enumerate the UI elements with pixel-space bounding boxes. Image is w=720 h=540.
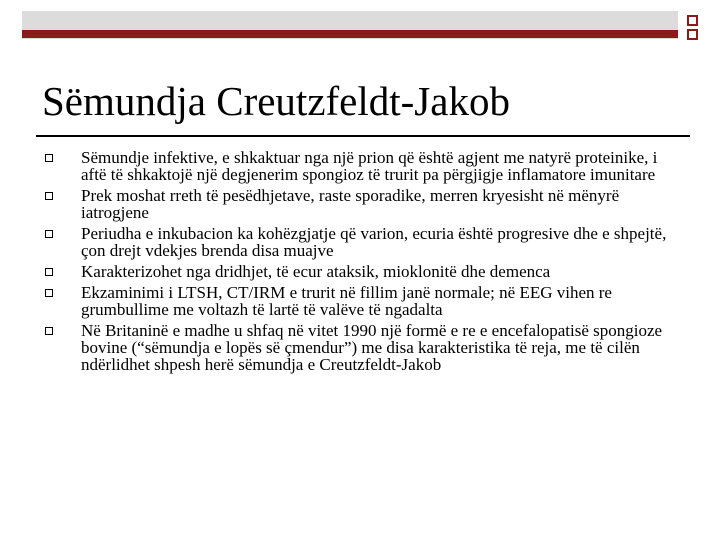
corner-square-top (687, 15, 698, 26)
square-bullet-icon (45, 192, 53, 200)
bullet-text: Në Britaninë e madhe u shfaq në vitet 1990 një formë e re e encefalopatisë spongioze bovine (“sëmundja e lopës së çmendur”) me disa karakteristika të reja, me të cilën ndërlidhet shpesh herë sëmundja e Creutzfeldt-Jakob (81, 321, 663, 374)
header-rule (22, 30, 678, 38)
bullet-text: Sëmundje infektive, e shkaktuar nga një prion që është agjent me natyrë proteinike, i aftë të shkaktojë një degjenerim spongioz të trurit pa përgjigje inflamatore imunitare (81, 148, 658, 184)
bullet-item (45, 187, 685, 221)
square-bullet-icon (45, 230, 53, 238)
bullet-text: Ekzaminimi i LTSH, CT/IRM e trurit në fillim janë normale; në EEG vihen re grumbullime me voltazh të lartë të valëve të ngadalta (81, 283, 612, 319)
bullet-item (45, 149, 685, 183)
bullet-item (45, 284, 685, 318)
square-bullet-icon (45, 327, 53, 335)
square-bullet-icon (45, 154, 53, 162)
bullet-item (45, 263, 685, 280)
bullet-item (45, 225, 685, 259)
title-underline (36, 135, 690, 137)
square-bullet-icon (45, 289, 53, 297)
square-bullet-icon (45, 268, 53, 276)
bullet-text: Periudha e inkubacion ka kohëzgjatje që varion, ecuria është progresive dhe e shpejtë, çon drejt vdekjes brenda disa muajve (81, 224, 667, 260)
slide-title: Sëmundja Creutzfeldt-Jakob (42, 78, 510, 124)
bullet-list (45, 149, 685, 377)
bullet-item (45, 322, 685, 373)
bullet-text: Karakterizohet nga dridhjet, të ecur ataksik, mioklonitë dhe demenca (81, 262, 551, 281)
corner-square-bottom (687, 29, 698, 40)
bullet-text: Prek moshat rreth të pesëdhjetave, raste sporadike, merren kryesisht në mënyrë iatrogjene (81, 186, 620, 222)
